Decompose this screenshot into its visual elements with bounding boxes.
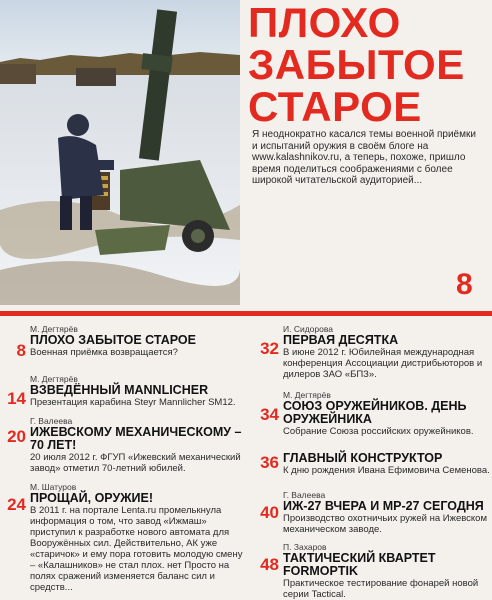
toc-entry-body bbox=[283, 390, 492, 437]
toc-title: ПЕРВАЯ ДЕСЯТКА bbox=[283, 333, 399, 347]
toc-description: В 2011 г. на портале Lenta.ru промелькнула информация о том, что завод «Ижмаш» приступил к разработке нового автомата для Вооружённых сил. Действительно, АК уже «старичок» и ему пора готовить молодую смену – «Калашников» не стал плох. нет Просто на полях сражений изменяется баланс сил и средств... bbox=[30, 505, 243, 593]
toc-page-number: 34 bbox=[260, 405, 279, 424]
toc-page-number: 14 bbox=[7, 389, 26, 408]
toc-title: ВЗВЕДЁННЫЙ MANNLICHER bbox=[30, 383, 209, 397]
toc-title: ИЖ-27 ВЧЕРА И МР-27 СЕГОДНЯ bbox=[283, 499, 484, 513]
headline-line-1: ПЛОХО bbox=[248, 0, 401, 46]
toc-description: 20 июля 2012 г. ФГУП «Ижевский механический завод» отметил 70-летний юбилей. bbox=[30, 452, 241, 474]
toc-title: ИЖЕВСКОМУ МЕХАНИЧЕСКОМУ – 70 ЛЕТ! bbox=[30, 425, 242, 452]
toc-entry-body bbox=[283, 542, 492, 600]
toc-entry-body bbox=[283, 324, 492, 380]
toc-title: ГЛАВНЫЙ КОНСТРУКТОР bbox=[283, 451, 443, 465]
toc-page-number: 24 bbox=[7, 495, 26, 514]
toc-description: Военная приёмка возвращается? bbox=[30, 347, 178, 358]
toc-page-number: 8 bbox=[16, 341, 26, 360]
cover-headline bbox=[248, 2, 490, 128]
toc-page-number: 20 bbox=[7, 427, 26, 446]
toc-entry-body bbox=[30, 416, 250, 474]
toc-entry-body bbox=[30, 324, 250, 358]
toc-page-number: 48 bbox=[260, 555, 279, 574]
toc-page-number: 32 bbox=[260, 339, 279, 358]
toc-description: В июне 2012 г. Юбилейная международная конференция Ассоциации дистрибьюторов и дилеров ЗАО «БПЗ». bbox=[283, 347, 483, 380]
hero-photo bbox=[0, 0, 240, 305]
toc-page-number: 36 bbox=[260, 453, 279, 472]
toc-author: М. Шатуров bbox=[30, 482, 77, 492]
toc-entry-body bbox=[283, 490, 492, 535]
toc-entry-body bbox=[283, 452, 492, 476]
toc-title: ТАКТИЧЕСКИЙ КВАРТЕТ FORMOPTIK bbox=[283, 551, 436, 578]
toc-title: ПРОЩАЙ, ОРУЖИЕ! bbox=[30, 491, 154, 505]
lead-paragraph: Я неоднократно касался темы военной приёмки и испытаний оружия в своём блоге на www.kalashnikov.ru, а теперь, похоже, пришло время поделиться соображениями с более широкой читательской аудиторией... bbox=[252, 129, 476, 186]
toc-author: М. Дегтярёв bbox=[283, 390, 331, 400]
toc-description: К дню рождения Ивана Ефимовича Семенова. bbox=[283, 465, 490, 476]
mortar-photo-icon bbox=[0, 0, 240, 305]
toc-author: П. Захаров bbox=[283, 542, 327, 552]
toc-author: Г. Валеева bbox=[30, 416, 73, 426]
hero-page-number: 8 bbox=[456, 268, 473, 301]
toc-title: ПЛОХО ЗАБЫТОЕ СТАРОЕ bbox=[30, 333, 196, 347]
divider-rule bbox=[0, 311, 492, 316]
toc-description: Собрание Союза российских оружейников. bbox=[283, 426, 474, 437]
toc-description: Презентация карабина Steyr Mannlicher SM12. bbox=[30, 397, 236, 408]
toc-description: Производство охотничьих ружей на Ижевском механическом заводе. bbox=[283, 513, 487, 535]
toc-author: М. Дегтярёв bbox=[30, 324, 78, 334]
toc-page-number: 40 bbox=[260, 503, 279, 522]
toc-entry-body bbox=[30, 482, 250, 593]
toc-entry-body bbox=[30, 374, 250, 408]
toc-title: СОЮЗ ОРУЖЕЙНИКОВ. ДЕНЬ ОРУЖЕЙНИКА bbox=[283, 399, 467, 426]
headline-line-3: СТАРОЕ bbox=[248, 83, 422, 130]
toc-author: Г. Валеева bbox=[283, 490, 326, 500]
toc-author: И. Сидорова bbox=[283, 324, 334, 334]
toc-author: М. Дегтярёв bbox=[30, 374, 78, 384]
headline-line-2: ЗАБЫТОЕ bbox=[248, 41, 465, 88]
toc-description: Практическое тестирование фонарей новой серии Tactical. bbox=[283, 578, 479, 600]
